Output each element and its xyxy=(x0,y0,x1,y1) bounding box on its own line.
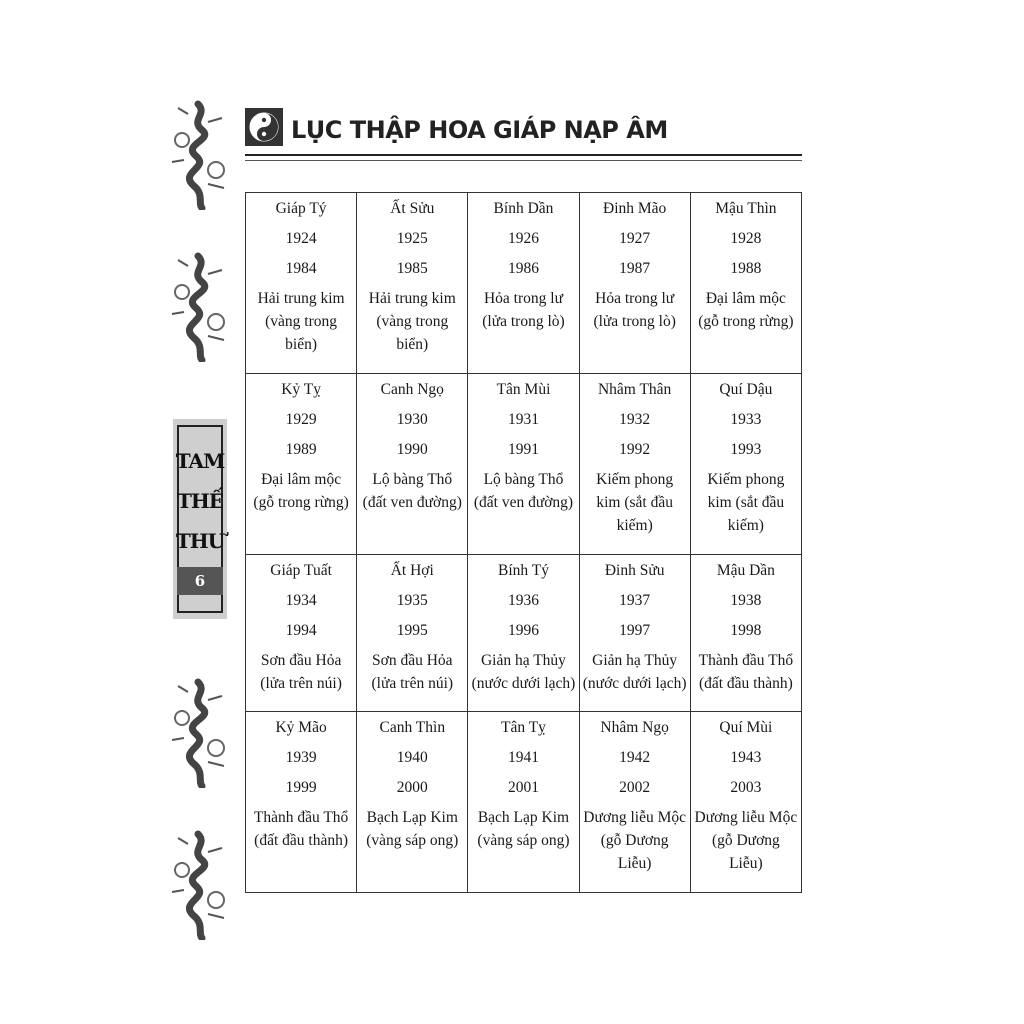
cell-year-1: 1935 xyxy=(396,592,428,610)
dragon-ornament-icon xyxy=(168,252,230,362)
side-chapter-tab xyxy=(173,419,227,619)
table-cell xyxy=(357,555,468,711)
table-cell xyxy=(579,193,690,374)
cell-element: Đại lâm mộc (gỗ trong rừng) xyxy=(698,290,794,330)
cell-year-1: 1943 xyxy=(730,748,762,766)
cell-year-1: 1932 xyxy=(619,411,651,429)
cell-name: Tân Tỵ xyxy=(501,718,546,736)
cell-year-2: 1989 xyxy=(285,441,317,459)
cell-year-2: 1984 xyxy=(285,260,317,277)
cell-year-2: 1992 xyxy=(619,441,651,459)
cell-year-1: 1926 xyxy=(507,230,539,247)
cell-name: Bính Dần xyxy=(493,200,554,217)
cell-name: Ất Sửu xyxy=(390,200,435,217)
side-tab-word-2: THẾ xyxy=(176,489,224,513)
cell-element: Dương liễu Mộc (gỗ Dương Liễu) xyxy=(694,808,798,872)
table-cell xyxy=(468,374,579,555)
cell-name: Kỷ Tỵ xyxy=(281,381,321,399)
cell-element: Lộ bàng Thổ (đất ven đường) xyxy=(362,471,462,512)
cell-year-2: 1998 xyxy=(730,622,762,640)
cell-name: Đinh Sửu xyxy=(604,562,665,580)
table-row xyxy=(246,711,802,892)
cell-year-1: 1925 xyxy=(396,230,428,247)
table-cell xyxy=(579,711,690,892)
cell-name: Kỷ Mão xyxy=(275,718,327,736)
cell-element: Bạch Lạp Kim (vàng sáp ong) xyxy=(366,808,459,849)
dragon-ornament-icon xyxy=(168,830,230,940)
page-header xyxy=(245,108,802,160)
cell-year-1: 1924 xyxy=(285,230,317,247)
cell-year-1: 1934 xyxy=(285,592,317,610)
cell-name: Nhâm Thân xyxy=(597,381,672,399)
cell-element: Sơn đầu Hỏa (lửa trên núi) xyxy=(371,652,454,693)
table-cell xyxy=(690,193,801,374)
table-row xyxy=(246,374,802,555)
cell-element: Giản hạ Thủy (nước dưới lạch) xyxy=(582,652,687,693)
cell-element: Thành đầu Thổ (đất đầu thành) xyxy=(698,652,794,693)
table-cell xyxy=(246,711,357,892)
cell-year-2: 1994 xyxy=(285,622,317,640)
cell-name: Quí Mùi xyxy=(719,718,773,736)
cell-year-1: 1936 xyxy=(507,592,539,610)
table-cell xyxy=(690,555,801,711)
cell-year-1: 1938 xyxy=(730,592,762,610)
table-cell xyxy=(690,374,801,555)
cell-name: Canh Thìn xyxy=(379,718,446,736)
cell-element: Hỏa trong lư (lửa trong lò) xyxy=(593,290,676,330)
cell-name: Bính Tý xyxy=(497,562,549,580)
table-row xyxy=(246,555,802,711)
cell-year-2: 1987 xyxy=(619,260,651,277)
cell-name: Ất Hợi xyxy=(390,562,434,580)
table-cell xyxy=(468,555,579,711)
page-number: 6 xyxy=(177,567,223,595)
cell-year-2: 2001 xyxy=(507,778,539,796)
cell-year-2: 1990 xyxy=(396,441,428,459)
table-cell xyxy=(357,374,468,555)
header-rule xyxy=(245,154,802,156)
cell-name: Mậu Dần xyxy=(716,562,775,580)
header-rule-thin xyxy=(245,160,802,161)
cell-year-2: 2000 xyxy=(396,778,428,796)
table-cell xyxy=(246,193,357,374)
cell-year-1: 1927 xyxy=(619,230,651,247)
table-cell xyxy=(246,374,357,555)
cell-element: Kiếm phong kim (sắt đầu kiếm) xyxy=(707,471,785,535)
cell-element: Hải trung kim (vàng trong biển) xyxy=(368,290,456,353)
table-cell xyxy=(579,374,690,555)
cell-year-2: 1997 xyxy=(619,622,651,640)
cell-name: Giáp Tý xyxy=(275,200,327,217)
cell-element: Sơn đầu Hỏa (lửa trên núi) xyxy=(260,652,342,693)
cell-year-2: 1996 xyxy=(507,622,539,640)
cell-name: Mậu Thìn xyxy=(715,200,777,217)
cell-element: Đại lâm mộc (gỗ trong rừng) xyxy=(253,471,349,512)
cell-element: Hỏa trong lư (lửa trong lò) xyxy=(482,290,565,330)
cell-name: Quí Dậu xyxy=(719,381,773,399)
cell-year-2: 1985 xyxy=(396,260,428,277)
side-tab-word-3: THƯ xyxy=(175,529,225,553)
cell-element: Bạch Lạp Kim (vàng sáp ong) xyxy=(477,808,570,849)
cell-year-2: 1995 xyxy=(396,622,428,640)
side-tab-word-1: TAM xyxy=(175,449,225,473)
cell-name: Tân Mùi xyxy=(496,381,551,399)
dragon-ornament-icon xyxy=(168,678,230,788)
cell-year-1: 1933 xyxy=(730,411,762,429)
cell-year-1: 1937 xyxy=(619,592,651,610)
cell-element: Lộ bàng Thổ (đất ven đường) xyxy=(473,471,574,512)
table-cell xyxy=(579,555,690,711)
cell-element: Giản hạ Thủy (nước dưới lạch) xyxy=(471,652,576,693)
cell-year-2: 1999 xyxy=(285,778,317,796)
table-cell xyxy=(468,711,579,892)
page-title: LỤC THẬP HOA GIÁP NẠP ÂM xyxy=(291,116,668,144)
table-row xyxy=(246,193,802,374)
yin-yang-icon xyxy=(245,108,283,146)
cell-year-1: 1931 xyxy=(507,411,539,429)
cell-year-1: 1940 xyxy=(396,748,428,766)
table-cell xyxy=(357,711,468,892)
cell-year-2: 1993 xyxy=(730,441,762,459)
cell-element: Thành đầu Thổ (đất đầu thành) xyxy=(253,808,349,849)
cell-year-1: 1928 xyxy=(730,230,762,247)
cell-year-1: 1929 xyxy=(285,411,317,429)
cell-element: Hải trung kim (vàng trong biển) xyxy=(257,290,345,353)
table-cell xyxy=(357,193,468,374)
cell-year-2: 1986 xyxy=(507,260,539,277)
table-cell xyxy=(690,711,801,892)
cell-name: Đinh Mão xyxy=(603,200,667,217)
cell-year-1: 1930 xyxy=(396,411,428,429)
cell-year-2: 2002 xyxy=(619,778,651,796)
cell-element: Dương liễu Mộc (gỗ Dương Liễu) xyxy=(583,808,686,872)
cell-year-1: 1941 xyxy=(507,748,539,766)
cell-name: Canh Ngọ xyxy=(380,381,444,399)
cell-name: Giáp Tuất xyxy=(270,562,332,580)
table-cell xyxy=(468,193,579,374)
cell-name: Nhâm Ngọ xyxy=(600,718,669,736)
cell-year-2: 1988 xyxy=(730,260,762,277)
cell-year-2: 2003 xyxy=(730,778,762,796)
cell-element: Kiếm phong kim (sắt đầu kiếm) xyxy=(596,471,674,535)
cell-year-2: 1991 xyxy=(507,441,539,459)
table-cell xyxy=(246,555,357,711)
nap-am-table xyxy=(245,192,802,893)
dragon-ornament-icon xyxy=(168,100,230,210)
cell-year-1: 1942 xyxy=(619,748,651,766)
cell-year-1: 1939 xyxy=(285,748,317,766)
